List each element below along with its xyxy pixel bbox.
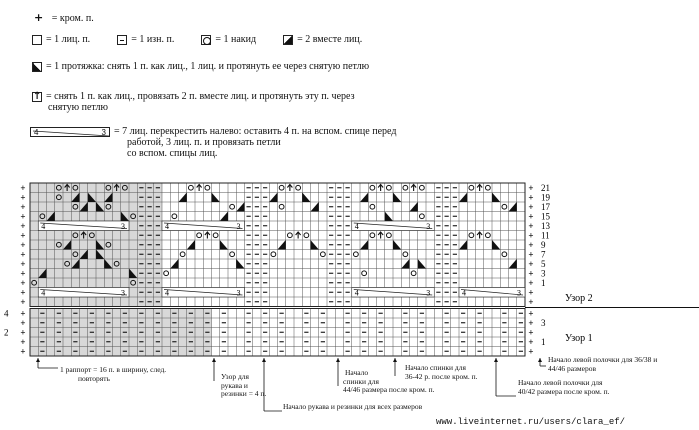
ssk-icon	[302, 193, 310, 203]
cable-left-label: 4	[165, 288, 169, 298]
edge-stitch-mark: +	[20, 268, 26, 279]
edge-stitch-mark: +	[20, 327, 26, 338]
yarn-over-icon	[230, 252, 235, 257]
annotation-arrowhead-icon	[538, 358, 542, 362]
edge-stitch-mark: +	[20, 211, 26, 222]
yarn-over-icon	[287, 233, 292, 238]
k2tog-icon	[278, 240, 286, 250]
annotation-arrowhead-icon	[36, 358, 40, 362]
ssk-icon	[393, 240, 401, 250]
row-number-lower: 1	[541, 337, 546, 347]
edge-stitch-mark: +	[528, 192, 534, 203]
yarn-over-icon	[180, 252, 185, 257]
yarn-over-icon	[403, 185, 408, 190]
edge-stitch-mark: +	[20, 221, 26, 231]
cdd-text-2: снятую петлю	[48, 102, 108, 114]
yarn-over-icon	[419, 185, 424, 190]
k2tog-icon	[170, 259, 178, 269]
k2tog-icon	[401, 259, 409, 269]
yarn-over-icon	[370, 185, 375, 190]
back44-line-3: 44/46 размера после кром. п.	[343, 385, 435, 394]
row-number: 1	[541, 278, 546, 288]
yarn-over-icon	[296, 185, 301, 190]
edge-stitch-mark: +	[528, 202, 534, 212]
cable-left-number: 4	[34, 127, 39, 137]
edge-symbol: +	[34, 11, 44, 24]
ssk-icon	[220, 240, 228, 250]
edge-stitch-mark: +	[528, 278, 534, 288]
edge-stitch-mark: +	[20, 259, 26, 269]
k2tog-icon	[459, 240, 467, 250]
ssk-icon	[236, 259, 244, 269]
cable-left-label: 4	[165, 222, 169, 231]
edge-stitch-mark: +	[20, 230, 26, 241]
yarn-over-icon	[485, 233, 490, 238]
repeat-line-2: повторять	[78, 373, 110, 383]
edge-stitch-mark: +	[528, 221, 534, 231]
edge-stitch-mark: +	[20, 183, 26, 193]
yarn-over-icon	[386, 185, 391, 190]
watermark: www.liveinternet.ru/users/clara_ef/	[436, 417, 626, 427]
edge-stitch-mark: +	[528, 259, 534, 269]
k2tog-icon	[269, 193, 277, 203]
yarn-over-icon	[411, 271, 416, 276]
yarn-over-icon	[370, 233, 375, 238]
back44-line-2: спинки для	[343, 376, 379, 386]
edge-stitch-mark: +	[20, 202, 26, 212]
annotation-repeat	[60, 366, 166, 383]
k2tog-icon	[459, 193, 467, 203]
annotation-arrowhead-icon	[212, 358, 216, 362]
cable-text-3: со вспом. спицы лиц.	[127, 148, 218, 160]
back36-line-1: Начало спинки для	[405, 363, 466, 372]
yarn-over-icon	[230, 204, 235, 209]
cable-right-label: 3	[426, 288, 431, 298]
yarn-over-icon	[197, 233, 202, 238]
cable-left-label: 4	[41, 288, 46, 298]
edge-stitch-mark: +	[528, 337, 534, 347]
annotation-left-36	[548, 356, 657, 373]
start-sleeve-line: Начало рукава и резинки для всех размеров	[283, 402, 423, 411]
yarn-over-icon	[304, 233, 309, 238]
edge-stitch-mark: +	[528, 268, 534, 279]
edge-stitch-mark: +	[528, 308, 534, 319]
annotation-arrowhead-icon	[262, 358, 266, 362]
back44-line-1: Начало	[345, 368, 369, 377]
row-number: 15	[541, 211, 550, 222]
yo-text: = 1 накид	[215, 34, 257, 46]
edge-stitch-mark: +	[20, 240, 26, 250]
ssk-icon	[393, 193, 401, 203]
ssk-icon	[212, 193, 220, 203]
row-number: 5	[541, 259, 546, 269]
yarn-over-icon	[485, 185, 490, 190]
yarn-over-icon	[188, 185, 193, 190]
ssk-icon	[311, 240, 319, 250]
yarn-over-icon	[271, 252, 276, 257]
edge-stitch-mark: +	[528, 230, 534, 241]
cable-left-label: 4	[354, 222, 359, 231]
edge-stitch-mark: +	[20, 278, 26, 288]
k2tog-icon	[311, 202, 319, 212]
edge-stitch-mark: +	[20, 346, 26, 357]
knit-text: = 1 лиц. п.	[46, 34, 91, 46]
left40-line-1: Начало левой полочки для	[518, 378, 603, 387]
k2tog-icon	[220, 212, 228, 222]
yarn-over-icon	[172, 214, 177, 219]
sleeve-line-2: рукава и	[221, 380, 248, 390]
ssk-text: = 1 протяжка: снять 1 п. как лиц., 1 лиц. и протянуть ее через снятую петлю	[46, 61, 370, 73]
annotation-back-36	[405, 364, 477, 381]
edge-stitch-mark: +	[528, 346, 534, 357]
annotation-sleeve	[221, 373, 266, 399]
row-number: 19	[541, 192, 550, 203]
edge-stitch-mark: +	[20, 249, 26, 260]
annotation-left-40	[518, 379, 610, 396]
edge-stitch-mark: +	[528, 240, 534, 250]
back36-line-2: 36-42 р. после кром. п.	[405, 371, 478, 381]
yarn-over-icon	[502, 252, 507, 257]
yarn-over-icon	[362, 271, 367, 276]
edge-stitch-mark: +	[528, 287, 534, 298]
yarn-over-icon	[386, 233, 391, 238]
cable-right-number: 3	[101, 127, 106, 137]
ssk-icon	[385, 212, 393, 222]
cable-right-label: 3	[236, 222, 241, 231]
sleeve-line-1: Узор для	[221, 372, 249, 381]
yarn-over-icon	[469, 233, 474, 238]
row-number-left: 4	[4, 308, 9, 319]
yarn-over-icon	[469, 185, 474, 190]
annotation-arrowhead-icon	[336, 358, 340, 362]
k2tog-icon	[179, 193, 187, 203]
yarn-over-icon	[320, 252, 325, 257]
yarn-over-icon	[213, 233, 218, 238]
k2tog-text: = 2 вместе лиц.	[297, 34, 363, 46]
annotation-start-sleeve	[283, 403, 422, 412]
k2tog-icon	[236, 202, 244, 212]
edge-stitch-mark: +	[528, 327, 534, 338]
yarn-over-icon	[370, 204, 375, 209]
cable-text-1: = 7 лиц. перекрестить налево: оставить 4 п. на вспом. спице перед	[114, 126, 397, 138]
cable-right-label: 3	[426, 222, 431, 231]
edge-stitch-mark: +	[20, 308, 26, 319]
cable-left-label: 4	[462, 288, 466, 298]
sleeve-line-3: резинки = 4 п.	[221, 389, 267, 398]
cable-text-2: работой, 3 лиц. п. и провязать петли	[127, 137, 281, 149]
uzor2-label: Узор 2	[565, 293, 593, 304]
yarn-over-icon	[279, 204, 284, 209]
edge-stitch-mark: +	[20, 287, 26, 298]
left36-line-2: 44/46 размеров	[548, 363, 597, 373]
edge-stitch-mark: +	[528, 183, 534, 193]
ssk-icon	[418, 259, 426, 269]
cable-right-label: 3	[121, 288, 125, 298]
edge-stitch-mark: +	[528, 249, 534, 260]
yarn-over-icon	[419, 214, 424, 219]
annotation-arrowhead-icon	[393, 358, 397, 362]
edge-stitch-mark: +	[20, 337, 26, 347]
k2tog-icon	[509, 202, 517, 212]
k2tog-icon	[187, 240, 195, 250]
annotation-arrowhead-icon	[494, 358, 498, 362]
cable-right-label: 3	[121, 222, 125, 231]
repeat-line-1: 1 раппорт = 16 п. в ширину, след.	[60, 365, 167, 374]
cable-left-label: 4	[41, 222, 46, 231]
k2tog-icon	[360, 193, 368, 203]
yarn-over-icon	[279, 185, 284, 190]
edge-stitch-mark: +	[20, 318, 26, 328]
row-number: 21	[541, 183, 550, 193]
edge-stitch-mark: +	[528, 211, 534, 222]
yarn-over-icon	[205, 185, 210, 190]
k2tog-icon	[509, 259, 517, 269]
row-number: 17	[541, 202, 550, 212]
cable-right-label: 3	[517, 288, 521, 298]
yarn-over-icon	[502, 204, 507, 209]
yarn-over-icon	[353, 252, 358, 257]
edge-stitch-mark: +	[528, 318, 534, 328]
row-number: 13	[541, 221, 550, 231]
edge-text: = кром. п.	[51, 13, 94, 25]
edge-stitch-mark: +	[528, 297, 534, 307]
k2tog-icon	[360, 240, 368, 250]
k2tog-icon	[410, 202, 418, 212]
cable-left-label: 4	[354, 288, 359, 298]
yarn-over-icon	[164, 271, 169, 276]
row-number: 9	[541, 240, 546, 250]
cable-right-label: 3	[236, 288, 241, 298]
row-number: 11	[541, 230, 550, 241]
edge-stitch-mark: +	[20, 297, 26, 307]
cdd-text-1: = снять 1 п. как лиц., провязать 2 п. вместе лиц. и протянуть эту п. через	[46, 91, 355, 103]
purl-text: = 1 изн. п.	[131, 34, 175, 46]
row-number-left: 2	[4, 327, 9, 338]
left40-line-2: 40/42 размера после кром. п.	[518, 386, 610, 396]
uzor1-label: Узор 1	[565, 333, 593, 344]
chart-grid	[20, 183, 533, 357]
ssk-icon	[492, 240, 500, 250]
yarn-over-icon	[403, 252, 408, 257]
left36-line-1: Начало левой полочки для 36/38 и	[548, 355, 658, 364]
ssk-icon	[492, 193, 500, 203]
edge-stitch-mark: +	[20, 192, 26, 203]
row-number: 7	[541, 249, 546, 260]
row-number-lower: 3	[541, 318, 546, 328]
row-number: 3	[541, 268, 546, 279]
